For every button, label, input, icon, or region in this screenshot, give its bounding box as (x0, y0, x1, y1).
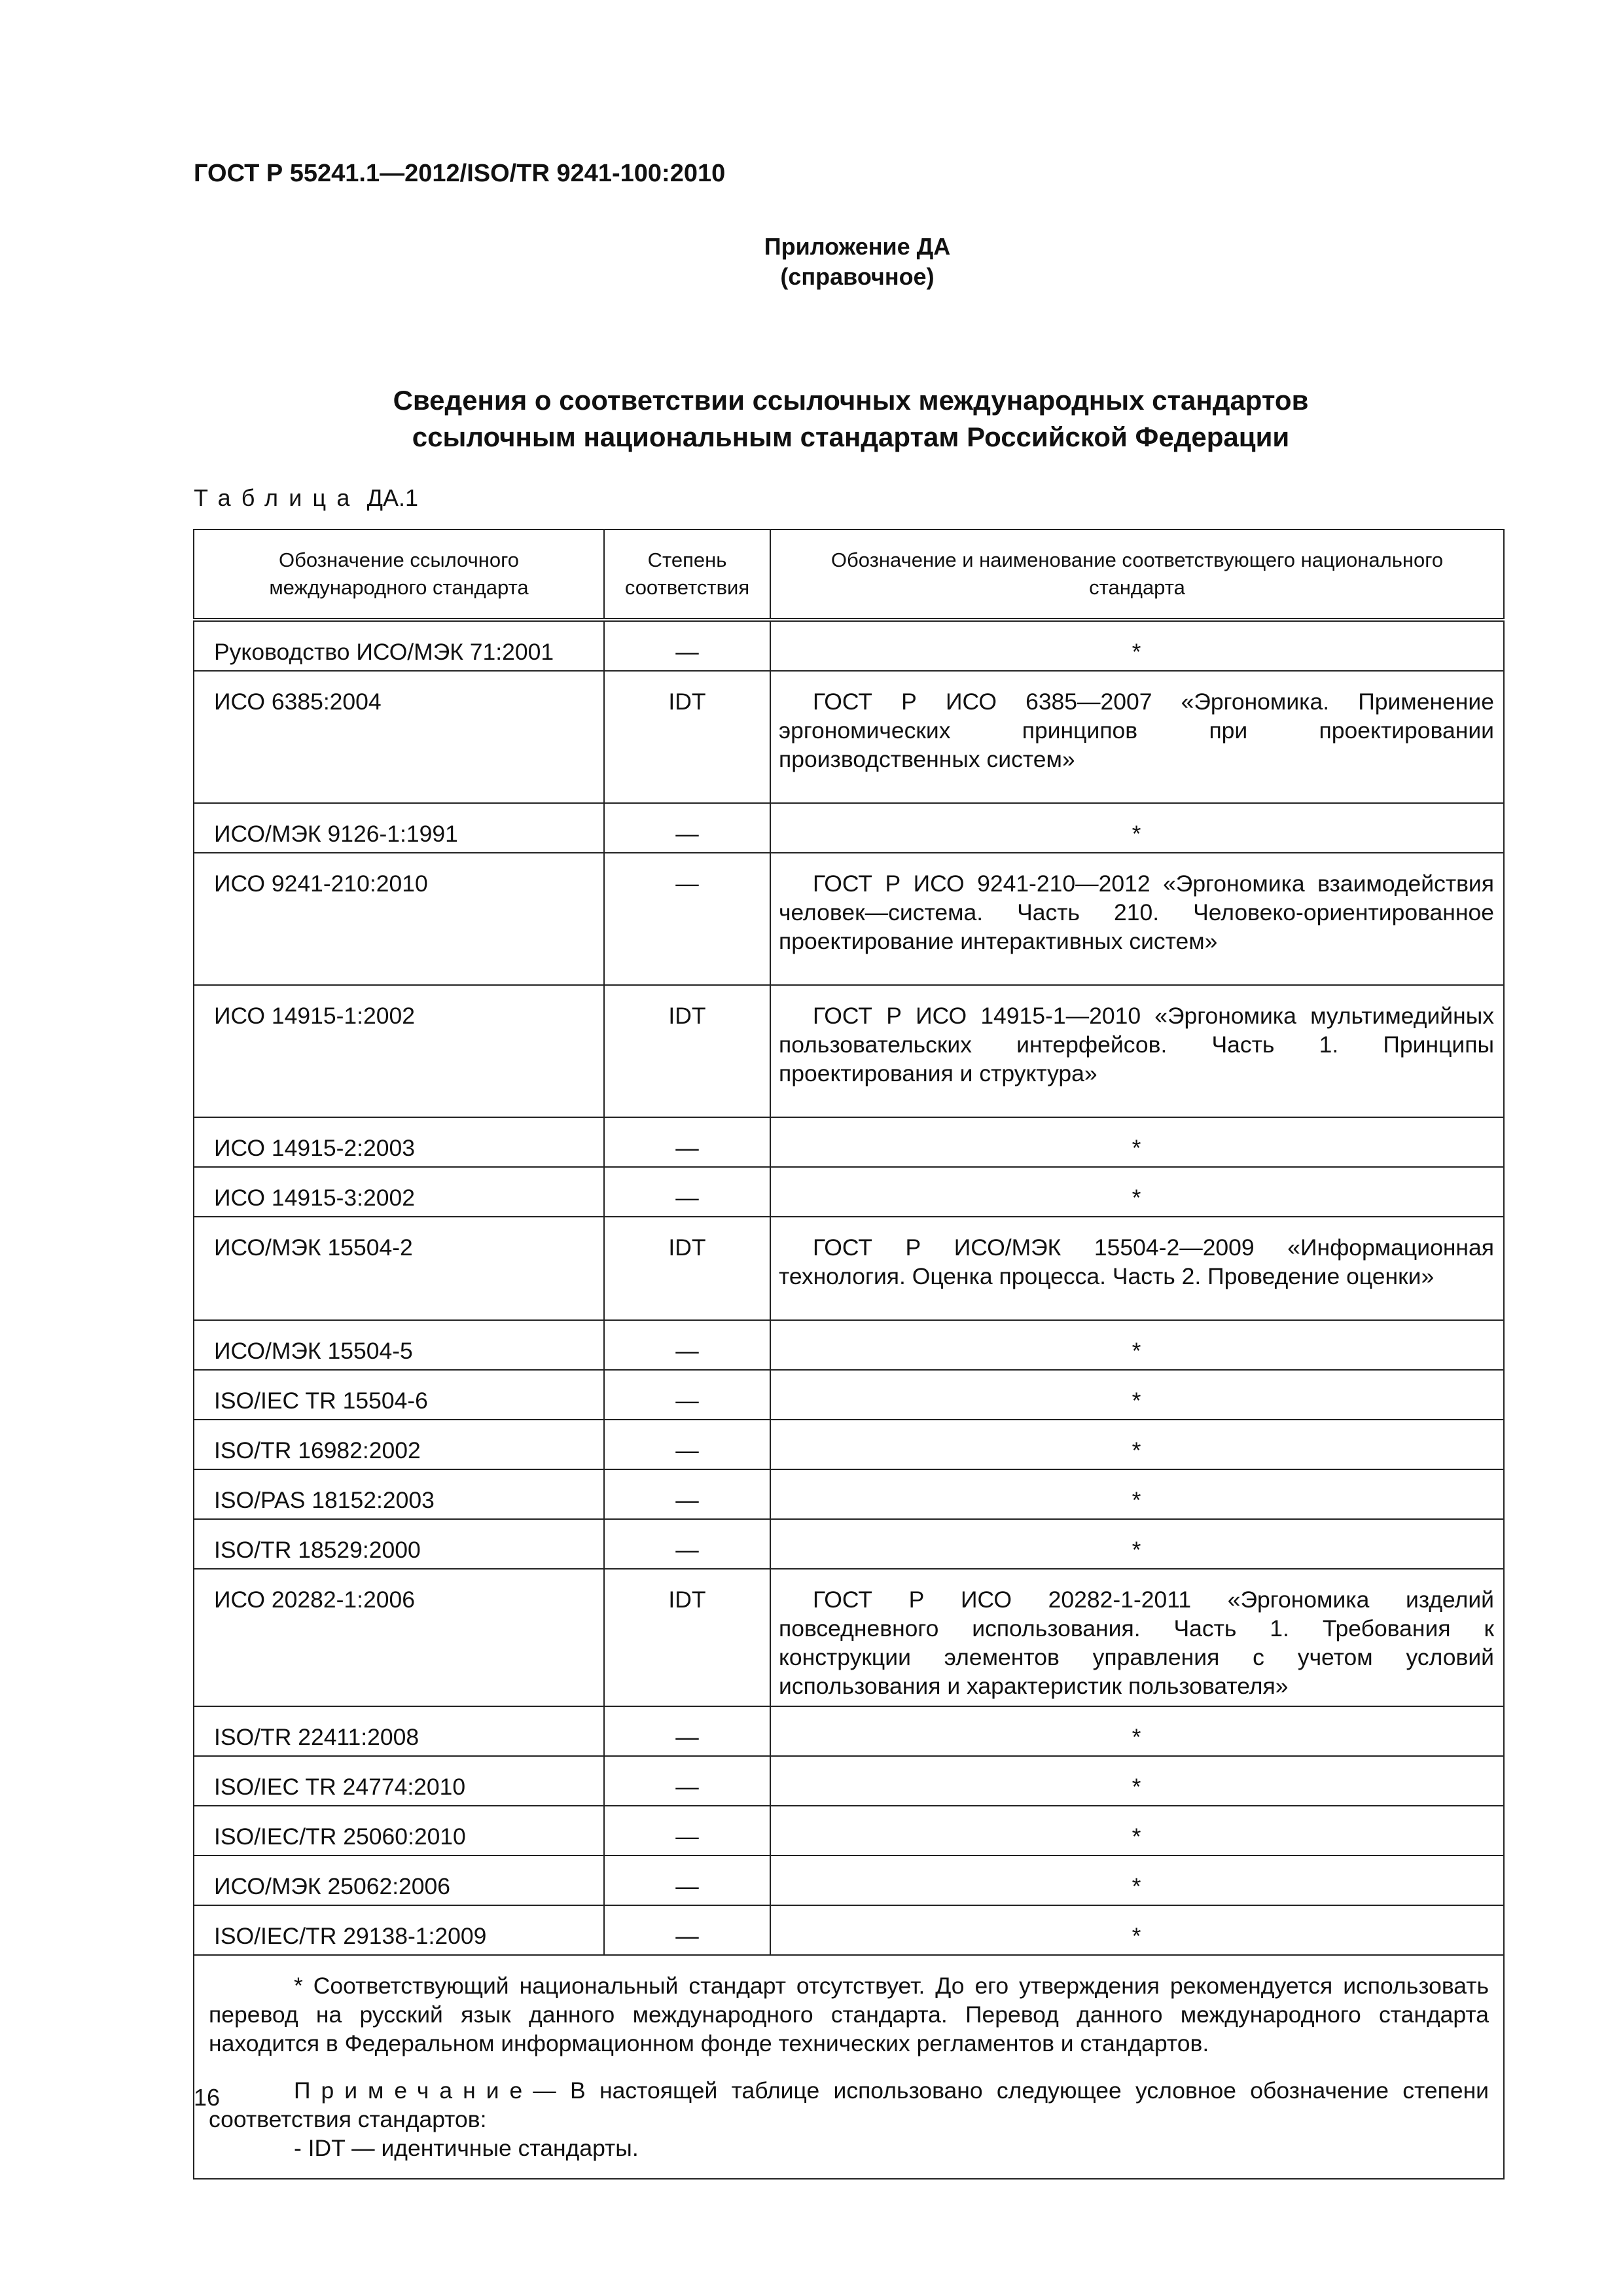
cell-degree: — (604, 1420, 770, 1469)
cell-reference: ISO/IEC/TR 29138-1:2009 (194, 1905, 604, 1955)
cell-degree: IDT (604, 1569, 770, 1706)
cell-reference: ИСО 14915-1:2002 (194, 985, 604, 1117)
header-national-standard: Обозначение и наименование соответствующего национального стандарта (770, 529, 1504, 620)
section-title-line-1: Сведения о соответствии ссылочных международных стандартов (393, 385, 1309, 416)
cell-reference: ИСО/МЭК 15504-2 (194, 1217, 604, 1320)
table-row (194, 1905, 1504, 1955)
cell-reference: ИСО 14915-3:2002 (194, 1167, 604, 1217)
header-degree: Степень соответствия (604, 529, 770, 620)
cell-degree: — (604, 620, 770, 671)
table-row (194, 853, 1504, 985)
table-row (194, 1569, 1504, 1706)
cell-degree: IDT (604, 985, 770, 1117)
cell-degree: — (604, 1806, 770, 1856)
cell-reference: ISO/TR 18529:2000 (194, 1519, 604, 1569)
document-code: ГОСТ Р 55241.1—2012/ISO/TR 9241-100:2010 (194, 160, 726, 187)
cell-reference: ISO/PAS 18152:2003 (194, 1469, 604, 1519)
cell-degree: IDT (604, 671, 770, 803)
cell-degree: — (604, 1167, 770, 1217)
table-footer (194, 1955, 1504, 2179)
cell-national: * (770, 1706, 1504, 1756)
cell-degree: — (604, 803, 770, 853)
cell-reference: ISO/IEC TR 24774:2010 (194, 1756, 604, 1806)
note-text: — В настоящей таблице использовано следующее условное обозначение степени соответствия стандартов: (209, 2077, 1489, 2132)
section-title-line-2: ссылочным национальным стандартам Российской Федерации (412, 422, 1290, 452)
cell-reference: ISO/TR 16982:2002 (194, 1420, 604, 1469)
table-row (194, 1706, 1504, 1756)
table-caption-word: Таблица (194, 484, 361, 511)
cell-national (770, 1569, 1504, 1706)
cell-national-text: ГОСТ Р ИСО 14915-1—2010 «Эргономика мультимедийных пользовательских интерфейсов. Часть 1. Принципы проектирования и структура» (779, 1003, 1494, 1086)
cell-degree: — (604, 1320, 770, 1370)
cell-national: * (770, 1420, 1504, 1469)
table-row (194, 1370, 1504, 1420)
annex-title: Приложение ДА (764, 233, 951, 260)
cell-reference: ИСО/МЭК 15504-5 (194, 1320, 604, 1370)
note (209, 2076, 1489, 2134)
footnote: * Соответствующий национальный стандарт отсутствует. До его утверждения рекомендуется использовать перевод на русский язык данного международного стандарта. Перевод данного международного стандарта находится в Федеральном информационном фонде технических регламентов и стандартов. (209, 1973, 1489, 2056)
cell-national: * (770, 1167, 1504, 1217)
cell-reference: ИСО 9241-210:2010 (194, 853, 604, 985)
cell-national: * (770, 620, 1504, 671)
cell-national: * (770, 1519, 1504, 1569)
cell-national-text: ГОСТ Р ИСО 6385—2007 «Эргономика. Применение эргономических принципов при проектировании производственных систем» (779, 689, 1494, 772)
table-caption-id: ДА.1 (366, 484, 418, 511)
table-row (194, 1806, 1504, 1856)
table-row (194, 1167, 1504, 1217)
table-footer-row (194, 1955, 1504, 2179)
cell-degree: — (604, 1905, 770, 1955)
cell-reference: Руководство ИСО/МЭК 71:2001 (194, 620, 604, 671)
cell-national: * (770, 1806, 1504, 1856)
header-reference-standard: Обозначение ссылочного международного стандарта (194, 529, 604, 620)
cell-national: * (770, 1469, 1504, 1519)
cell-reference: ИСО 14915-2:2003 (194, 1117, 604, 1167)
cell-degree: — (604, 1117, 770, 1167)
cell-national: * (770, 1117, 1504, 1167)
cell-national (770, 1217, 1504, 1320)
cell-degree: — (604, 1856, 770, 1905)
table-row (194, 1217, 1504, 1320)
cell-degree: — (604, 1469, 770, 1519)
table-row (194, 1469, 1504, 1519)
cell-reference: ИСО/МЭК 25062:2006 (194, 1856, 604, 1905)
cell-reference: ИСО 6385:2004 (194, 671, 604, 803)
cell-reference: ISO/TR 22411:2008 (194, 1706, 604, 1756)
cell-national: * (770, 1856, 1504, 1905)
cell-national (770, 671, 1504, 803)
table-row (194, 985, 1504, 1117)
cell-national-text: ГОСТ Р ИСО 20282-1-2011 «Эргономика изделий повседневного использования. Часть 1. Требования к конструкции элементов управления с учетом условий использования и характеристик пользователя» (779, 1587, 1494, 1699)
cell-national (770, 985, 1504, 1117)
table-row (194, 1756, 1504, 1806)
cell-reference: ИСО 20282-1:2006 (194, 1569, 604, 1706)
table-row (194, 1420, 1504, 1469)
table-row (194, 803, 1504, 853)
table-row (194, 620, 1504, 671)
table-caption (194, 484, 418, 512)
note-item: - IDT — идентичные стандарты. (294, 2135, 639, 2161)
cell-national (770, 853, 1504, 985)
cell-degree: — (604, 1756, 770, 1806)
cell-national: * (770, 1905, 1504, 1955)
annex-type: (справочное) (780, 263, 935, 290)
table-row (194, 1856, 1504, 1905)
cell-national-text: ГОСТ Р ИСО 9241-210—2012 «Эргономика взаимодействия человек—система. Часть 210. Человеко-ориентированное проектирование интерактивных систем» (779, 870, 1494, 954)
cell-national-text: ГОСТ Р ИСО/МЭК 15504-2—2009 «Информационная технология. Оценка процесса. Часть 2. Проведение оценки» (779, 1234, 1494, 1289)
correspondence-table (193, 529, 1505, 2179)
cell-degree: — (604, 1706, 770, 1756)
cell-national: * (770, 1756, 1504, 1806)
table-row (194, 1519, 1504, 1569)
table-row (194, 1320, 1504, 1370)
note-label: Примечание (294, 2077, 533, 2104)
cell-national: * (770, 1320, 1504, 1370)
table-row (194, 1117, 1504, 1167)
cell-reference: ISO/IEC TR 15504-6 (194, 1370, 604, 1420)
cell-national: * (770, 803, 1504, 853)
table-row (194, 671, 1504, 803)
table-header-row (194, 529, 1504, 620)
cell-degree: — (604, 1370, 770, 1420)
cell-reference: ISO/IEC/TR 25060:2010 (194, 1806, 604, 1856)
cell-reference: ИСО/МЭК 9126-1:1991 (194, 803, 604, 853)
cell-national: * (770, 1370, 1504, 1420)
cell-degree: — (604, 853, 770, 985)
page-number: 16 (194, 2084, 221, 2111)
cell-degree: — (604, 1519, 770, 1569)
cell-degree: IDT (604, 1217, 770, 1320)
